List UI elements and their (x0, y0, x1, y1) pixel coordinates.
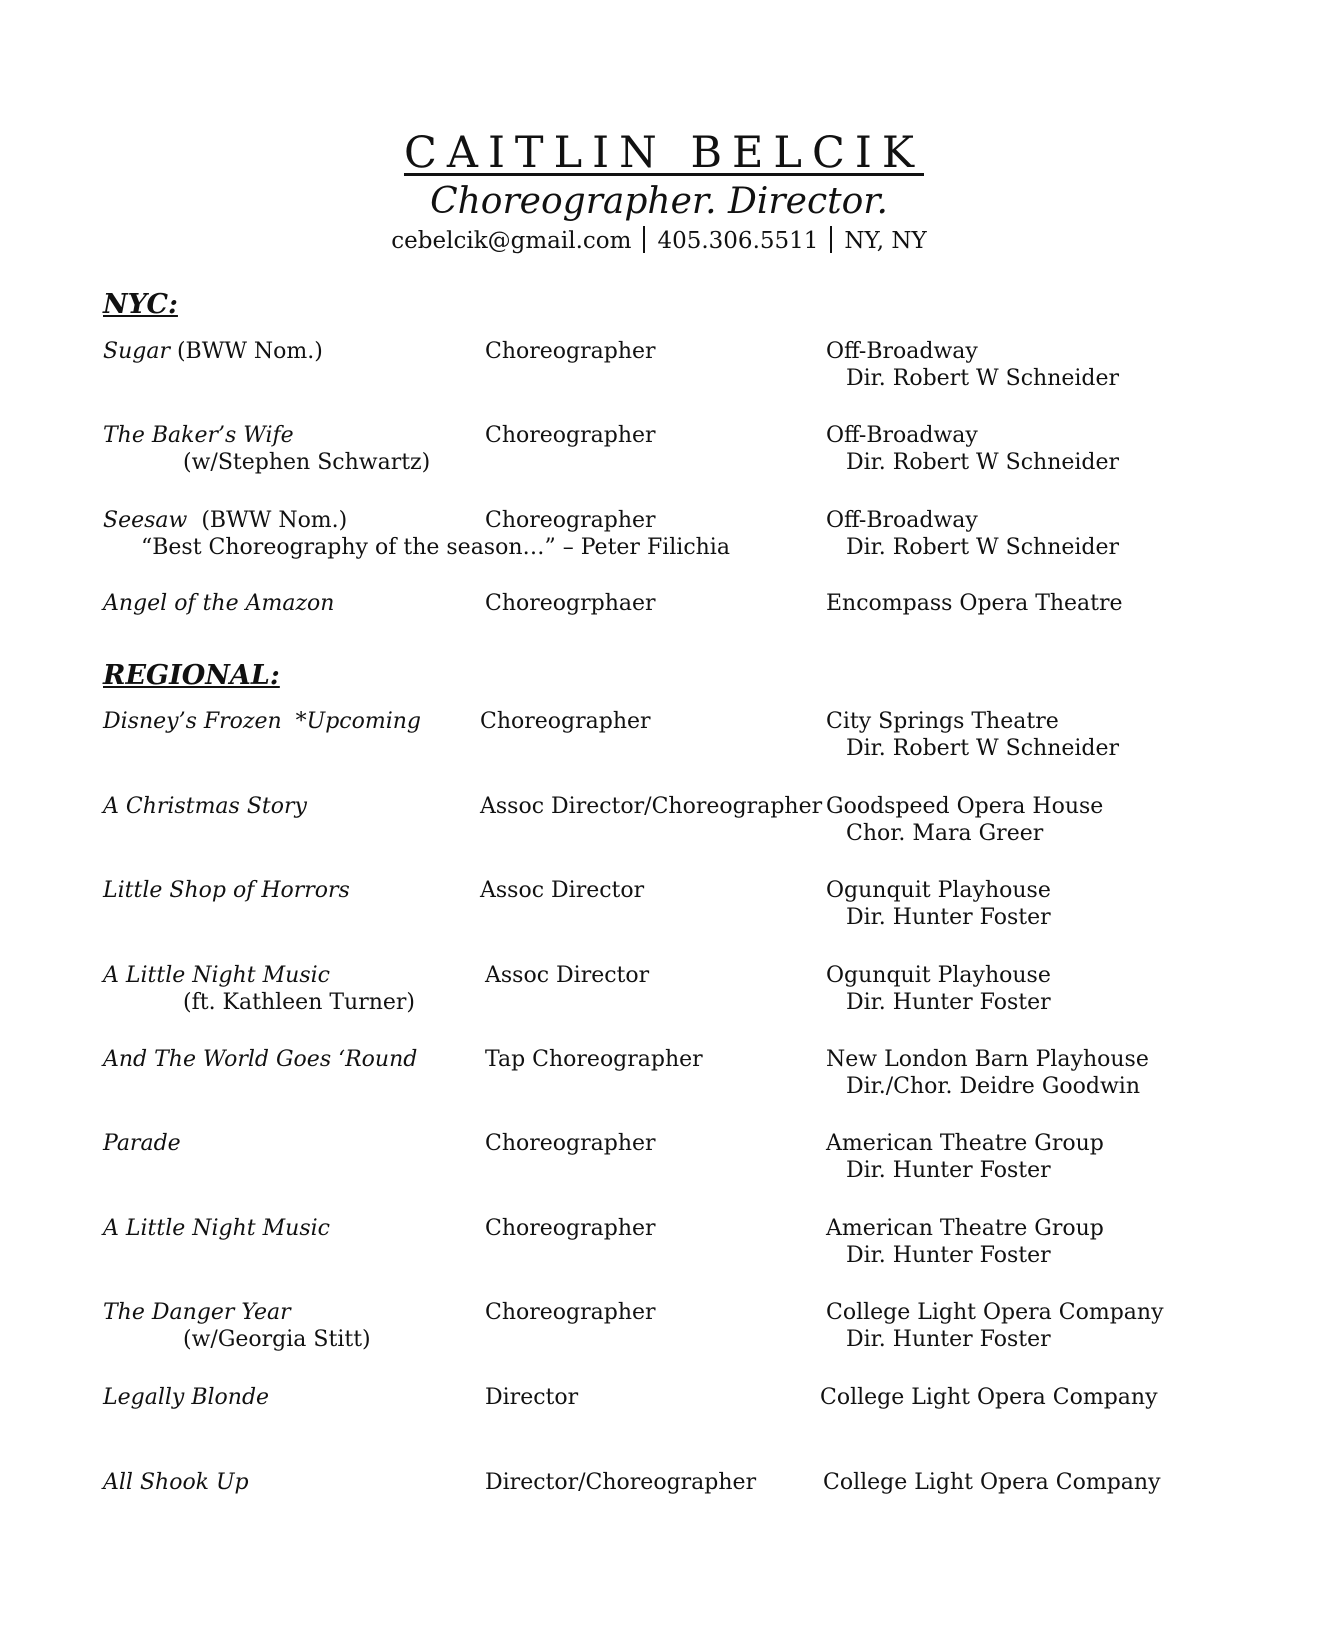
show-title: All Shook Up (103, 1470, 249, 1495)
director: Dir. Hunter Foster (846, 905, 1051, 930)
director: Dir. Hunter Foster (846, 1243, 1051, 1268)
credit-row (0, 793, 1318, 853)
director: Dir. Robert W Schneider (846, 535, 1120, 560)
venue-cell (826, 338, 1119, 392)
show-title: The Danger Year (103, 1300, 291, 1325)
venue: College Light Opera Company (823, 1470, 1161, 1495)
review-quote: “Best Choreography of the season…” – Peter Filichia (141, 535, 730, 560)
credit-row (0, 507, 1318, 567)
venue-cell (826, 793, 1103, 847)
venue-cell (826, 877, 1051, 931)
role: Assoc Director/Choreographer (480, 794, 823, 819)
role: Choreographer (480, 709, 651, 734)
show-cell (103, 708, 421, 735)
show-title: Sugar (103, 339, 170, 364)
director: Dir. Hunter Foster (846, 1158, 1051, 1183)
venue: College Light Opera Company (820, 1385, 1158, 1410)
venue: Goodspeed Opera House (826, 794, 1104, 819)
role: Choreographer (485, 1131, 656, 1156)
role: Choreographer (485, 423, 656, 448)
contact-line (0, 226, 1318, 256)
credit-row (0, 962, 1318, 1022)
show-title: The Baker’s Wife (103, 423, 294, 448)
show-cell (103, 962, 415, 1016)
role: Choreographer (485, 1300, 656, 1325)
role: Choreographer (485, 339, 656, 364)
name-heading: CAITLIN BELCIK (403, 128, 924, 178)
credit-row (0, 1046, 1318, 1106)
section-heading-nyc: NYC: (103, 289, 178, 320)
resume-header (0, 128, 1318, 256)
show-cell (103, 590, 334, 617)
show-cell (103, 793, 307, 820)
venue: Off-Broadway (826, 339, 978, 364)
credit-row (0, 877, 1318, 937)
credit-row (0, 708, 1318, 768)
show-title: A Christmas Story (103, 794, 307, 819)
director: Dir. Robert W Schneider (846, 450, 1120, 475)
show-subnote: (w/Stephen Schwartz) (183, 450, 431, 475)
divider (643, 226, 645, 253)
role: Choreographer (485, 1216, 656, 1241)
venue: Ogunquit Playhouse (826, 878, 1051, 903)
venue-cell (826, 590, 1123, 617)
show-cell (103, 1130, 181, 1157)
credit-row (0, 422, 1318, 482)
venue: City Springs Theatre (826, 709, 1059, 734)
phone[interactable]: 405.306.5511 (657, 228, 819, 254)
venue-cell (826, 1130, 1104, 1184)
role: Assoc Director (485, 963, 650, 988)
show-subnote: (ft. Kathleen Turner) (183, 990, 415, 1015)
credit-row (0, 1384, 1318, 1444)
role: Choreogrphaer (485, 591, 656, 616)
venue-cell (826, 962, 1051, 1016)
venue-cell (820, 1384, 1158, 1411)
show-title: A Little Night Music (103, 963, 330, 988)
subtitle: Choreographer. Director. (430, 181, 888, 222)
venue-cell (826, 507, 1119, 561)
show-title: Seesaw (103, 508, 188, 533)
role: Tap Choreographer (485, 1047, 703, 1072)
credit-row (0, 1215, 1318, 1275)
show-title: Disney’s Frozen *Upcoming (103, 709, 421, 734)
role: Choreographer (485, 508, 656, 533)
show-cell (103, 1215, 330, 1242)
divider (830, 226, 832, 253)
director: Dir. Robert W Schneider (846, 366, 1120, 391)
show-title: Parade (103, 1131, 181, 1156)
show-cell (103, 1384, 269, 1411)
role: Assoc Director (480, 878, 645, 903)
venue: American Theatre Group (826, 1131, 1104, 1156)
show-cell (103, 1046, 417, 1073)
show-note: (BWW Nom.) (187, 508, 348, 533)
venue: Off-Broadway (826, 423, 978, 448)
director: Dir./Chor. Deidre Goodwin (846, 1074, 1141, 1099)
venue-cell (823, 1469, 1161, 1496)
director: Chor. Mara Greer (846, 821, 1044, 846)
venue: American Theatre Group (826, 1216, 1104, 1241)
venue-cell (826, 708, 1119, 762)
show-note: (BWW Nom.) (169, 339, 323, 364)
show-cell (103, 338, 323, 365)
credit-row (0, 1299, 1318, 1359)
section-heading-regional: REGIONAL: (103, 660, 280, 691)
email[interactable]: cebelcik@gmail.com (391, 228, 632, 254)
director: Dir. Hunter Foster (846, 1327, 1051, 1352)
venue: Encompass Opera Theatre (826, 591, 1123, 616)
venue-cell (826, 1215, 1104, 1269)
show-title: Legally Blonde (103, 1385, 270, 1410)
credit-row (0, 1130, 1318, 1190)
show-title: And The World Goes ‘Round (103, 1047, 418, 1072)
location: NY, NY (844, 228, 927, 254)
venue: Ogunquit Playhouse (826, 963, 1051, 988)
show-title: A Little Night Music (103, 1216, 330, 1241)
credit-row (0, 1469, 1318, 1529)
venue: College Light Opera Company (826, 1300, 1164, 1325)
venue-cell (826, 1299, 1164, 1353)
show-title: Little Shop of Horrors (103, 878, 350, 903)
venue-cell (826, 422, 1119, 476)
director: Dir. Hunter Foster (846, 990, 1051, 1015)
show-cell (103, 877, 350, 904)
show-title: Angel of the Amazon (103, 591, 335, 616)
credit-row (0, 590, 1318, 650)
show-subnote: (w/Georgia Stitt) (183, 1327, 371, 1352)
role: Director/Choreographer (485, 1470, 757, 1495)
venue: Off-Broadway (826, 508, 978, 533)
venue: New London Barn Playhouse (826, 1047, 1149, 1072)
venue-cell (826, 1046, 1149, 1100)
director: Dir. Robert W Schneider (846, 736, 1120, 761)
role: Director (485, 1385, 579, 1410)
show-cell (103, 422, 430, 476)
credit-row (0, 338, 1318, 398)
show-cell (103, 1469, 249, 1496)
show-cell (103, 1299, 371, 1353)
